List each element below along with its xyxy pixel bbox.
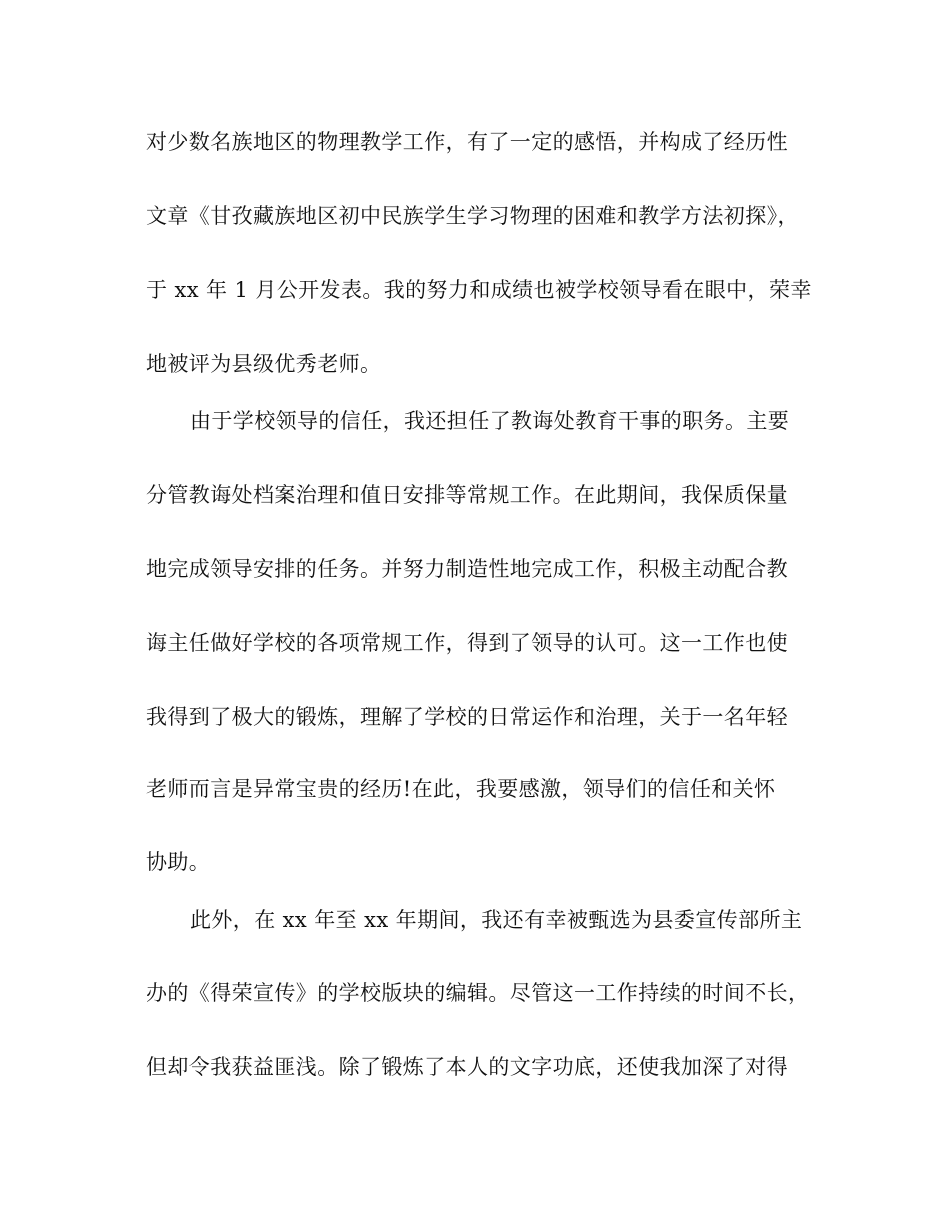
- text-line: 协助。: [146, 850, 211, 874]
- paragraph-start-line: 此外，在 xx 年至 xx 年期间，我还有幸被甄选为县委宣传部所主: [190, 908, 803, 932]
- text-line: 办的《得荣宣传》的学校版块的编辑。尽管这一工作持续的时间不长，: [146, 981, 810, 1005]
- text-line: 分管教诲处档案治理和值日安排等常规工作。在此期间，我保质保量: [146, 483, 788, 507]
- text-line: 对少数名族地区的物理教学工作，有了一定的感悟，并构成了经历性: [146, 130, 788, 154]
- text-line: 文章《甘孜藏族地区初中民族学生学习物理的困难和教学方法初探》，: [146, 204, 799, 228]
- text-line: 地完成领导安排的任务。并努力制造性地完成工作，积极主动配合教: [146, 557, 788, 581]
- text-line: 但却令我获益匪浅。除了锻炼了本人的文字功底，还使我加深了对得: [146, 1055, 788, 1079]
- text-line: 老师而言是异常宝贵的经历!在此，我要感激，领导们的信任和关怀: [146, 777, 776, 801]
- text-line: 我得到了极大的锻炼，理解了学校的日常运作和治理，关于一名年轻: [146, 705, 788, 729]
- text-line: 于 xx 年 1 月公开发表。我的努力和成绩也被学校领导看在眼中，荣幸: [146, 278, 812, 302]
- paragraph-start-line: 由于学校领导的信任，我还担任了教诲处教育干事的职务。主要: [190, 409, 790, 433]
- text-line: 诲主任做好学校的各项常规工作，得到了领导的认可。这一工作也使: [146, 631, 788, 655]
- text-line: 地被评为县级优秀老师。: [146, 352, 382, 376]
